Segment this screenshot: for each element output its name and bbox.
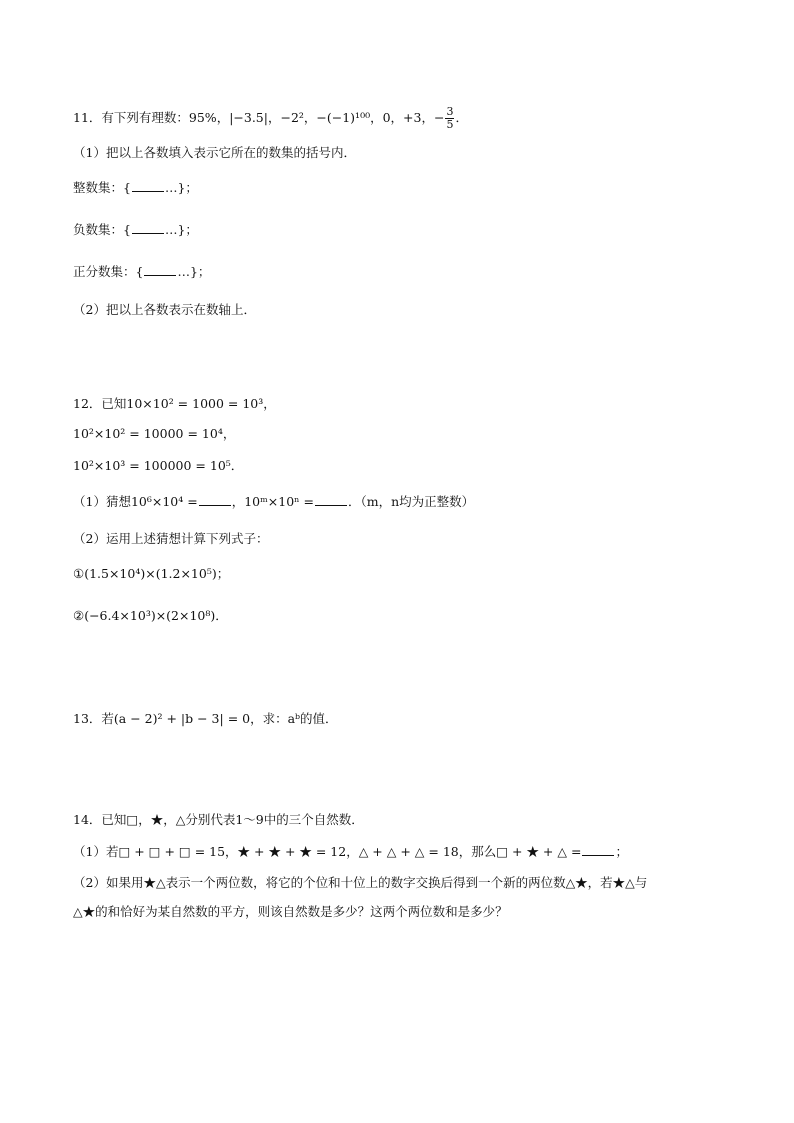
q12-part1 <box>73 494 474 510</box>
q12-p1b: ，10ᵐ×10ⁿ = <box>231 494 315 509</box>
q11-negative-set <box>73 222 198 238</box>
q11-frac-sign: − <box>433 110 445 125</box>
q14-part1 <box>73 844 628 860</box>
q11-part1: （1）把以上各数填入表示它所在的数集的括号内． <box>73 145 356 160</box>
q11-negative-blank[interactable] <box>132 222 164 234</box>
q14-number: 14． <box>73 812 102 827</box>
q14-part2-line1: （2）如果用★△表示一个两位数，将它的个位和十位上的数字交换后得到一个新的两位数△★，若★△与 <box>73 875 648 890</box>
q11-integer-set <box>73 180 198 196</box>
q14-blank[interactable] <box>582 844 614 856</box>
q12-p1a: （1）猜想10⁶×10⁴ = <box>73 494 198 509</box>
q11-posfraction-label: 正分数集：{ <box>73 264 144 279</box>
q13-text: 若(a − 2)² + |b − 3| = 0，求：aᵇ的值． <box>101 711 338 726</box>
q11-posfraction-tail: …}； <box>177 264 211 279</box>
q12-expr1: ①(1.5×10⁴)×(1.2×10⁵)； <box>73 566 230 581</box>
q12-expr2: ②(−6.4×10³)×(2×10⁸)． <box>73 608 228 623</box>
q14-p1b: ； <box>615 844 628 859</box>
q11-stem: 有下列有理数：95%，|−3.5|，−2²，−(−1)¹⁰⁰，0，+3， <box>101 110 434 125</box>
q11-posfraction-set <box>73 264 210 280</box>
q13-line <box>73 711 338 727</box>
q11-fraction <box>445 106 454 131</box>
q12-blank2[interactable] <box>315 494 347 506</box>
q14-part2-line2: △★的和恰好为某自然数的平方，则该自然数是多少？这两个两位数和是多少？ <box>73 904 508 919</box>
q12-blank1[interactable] <box>199 494 231 506</box>
q14-line1 <box>73 812 364 828</box>
q11-integer-blank[interactable] <box>132 180 164 192</box>
q14-p1a: （1）若□ + □ + □ = 15，★ + ★ + ★ = 12，△ + △ + △ = 18，那么□ + ★ + △ = <box>73 844 582 859</box>
q13-number: 13． <box>73 711 102 726</box>
q12-part2: （2）运用上述猜想计算下列式子： <box>73 531 269 546</box>
q11-number: 11． <box>73 110 102 125</box>
q11-frac-denominator: 5 <box>446 118 454 131</box>
q12-line1 <box>73 396 276 412</box>
q11-negative-tail: …}； <box>164 222 198 237</box>
q11-posfraction-blank[interactable] <box>144 264 176 276</box>
q11-integer-label: 整数集：{ <box>73 180 131 195</box>
q11-integer-tail: …}； <box>164 180 198 195</box>
q12-line2: 10²×10² = 10000 = 10⁴， <box>73 426 236 441</box>
q11-negative-label: 负数集：{ <box>73 222 131 237</box>
q12-line3: 10²×10³ = 100000 = 10⁵． <box>73 458 244 473</box>
q11-end: ． <box>455 110 468 125</box>
q12-p1c: ．（m，n均为正整数） <box>348 494 475 509</box>
q11-frac-numerator: 3 <box>446 105 454 118</box>
q12-l1: 已知10×10² = 1000 = 10³， <box>101 396 276 411</box>
q11-stem-line <box>73 106 468 131</box>
q12-number: 12． <box>73 396 102 411</box>
q14-l1: 已知□，★，△分别代表1～9中的三个自然数． <box>101 812 364 827</box>
q11-part2: （2）把以上各数表示在数轴上． <box>73 302 256 317</box>
